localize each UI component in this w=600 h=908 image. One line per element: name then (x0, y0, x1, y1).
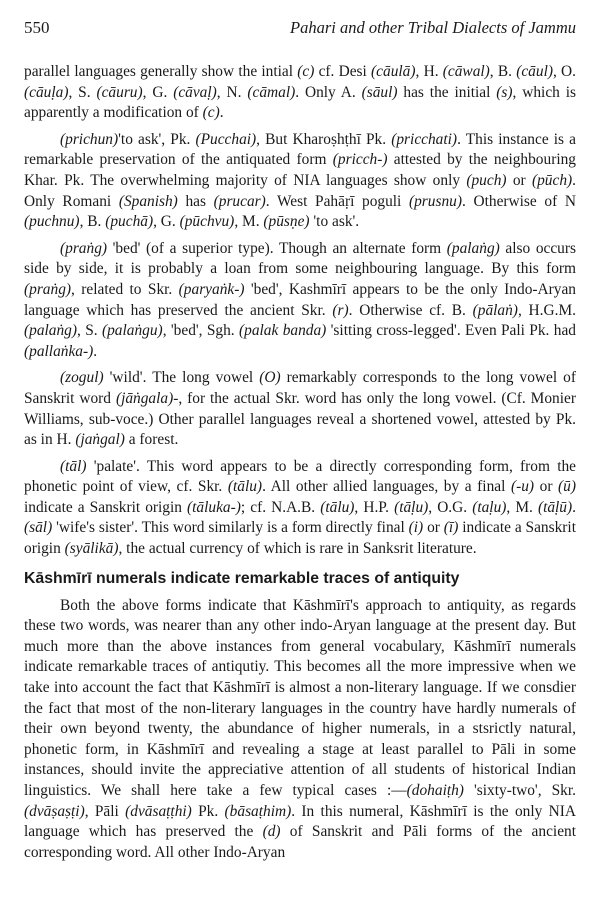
italic-term: (-u) (510, 478, 535, 496)
italic-term: (praṅg) (60, 239, 108, 257)
text-run: attested by the neighbouring Khar. Pk. The overwhelming majority of NIA languages show only (24, 151, 576, 189)
section-heading: Kāshmīrī numerals indicate remarkable traces of antiquity (24, 569, 460, 587)
text-run: 'bed' (of a superior type). Though an alternate form (107, 239, 447, 257)
italic-term: (syālikā) (64, 540, 119, 558)
italic-term: (zogul) (60, 369, 104, 387)
text-run: 'to ask'. (309, 213, 360, 231)
text-run: a forest. (124, 431, 179, 449)
italic-term: (pricch-) (332, 151, 388, 169)
italic-term: (s) (496, 83, 513, 101)
text-run: 'palate'. This word appears to be a directly corresponding form, from the phonetic point of view, cf. Skr. (24, 457, 576, 496)
italic-term: (i) (408, 519, 424, 537)
italic-term: (tāḷu) (394, 498, 429, 516)
italic-term: (prichun) (60, 130, 119, 148)
text-run: . Only Romani (24, 171, 576, 210)
text-run: , 'bed', Sgh. (162, 322, 240, 340)
text-run: . Otherwise cf. B. (348, 301, 473, 319)
text-run: , H.P. (354, 498, 395, 516)
running-title: Pahari and other Tribal Dialects of Jammu (290, 18, 576, 37)
text-run: . In this numeral, Kāshmīrī is the only NIA language which has preserved the (24, 802, 576, 841)
italic-term: (tālu) (320, 498, 355, 516)
text-run: Pk. (191, 802, 225, 820)
text-run: , H. (415, 63, 443, 80)
page-body (24, 62, 576, 863)
italic-term: (puch) (466, 171, 507, 189)
text-run: indicate a Sanskrit origin (24, 498, 188, 516)
text-run: also occurs side by side, it is probably a loan from some neighbouring language. By this form (24, 239, 576, 278)
italic-term: (jaṅgal) (75, 431, 125, 449)
italic-term: (praṅg) (24, 280, 72, 298)
italic-term: (cāulā) (371, 63, 416, 80)
text-run: , But Kharoṣhṭhī Pk. (256, 130, 392, 148)
text-run: or (534, 478, 559, 496)
italic-term: (bāsaṭhim) (224, 802, 292, 820)
text-run: . (219, 104, 224, 122)
text-run: cf. Desi (314, 63, 372, 80)
italic-term: (palak banda) (239, 322, 327, 340)
italic-term: (taḷu) (472, 498, 507, 516)
text-run: 'sitting cross-legged'. Even Pali Pk. had (326, 322, 576, 340)
text-run: , S. (77, 322, 102, 340)
italic-term: (tālu) (227, 478, 263, 496)
paragraph-prang (24, 239, 576, 363)
italic-term: (prusnu) (408, 192, 462, 210)
text-run: 'bed', Kashmīrī appears to be the only Indo-Aryan language which has preserved the ancient Skr. (24, 280, 576, 319)
text-run: 'wild'. The long vowel (103, 369, 260, 387)
italic-term: (d) (262, 823, 281, 841)
text-run: , B. (489, 63, 517, 80)
text-run: . Only A. (295, 83, 362, 101)
italic-term: (Pucchai) (195, 130, 257, 148)
text-run: has the initial (397, 83, 497, 101)
italic-term: (dvāsaṭṭhi) (125, 802, 192, 820)
text-run: of Sanskrit and Pāli forms of the ancient corresponding word. All other Indo-Aryan (24, 823, 576, 861)
text-run: , M. (234, 213, 264, 231)
text-run: , O.G. (428, 498, 473, 516)
text-run: or (506, 171, 532, 189)
text-run: , related to Skr. (71, 280, 179, 298)
text-run: , G. (142, 83, 174, 101)
italic-term: (palaṅgu) (101, 322, 163, 340)
italic-term: (puchnu) (24, 213, 80, 231)
text-run: . West Pahāṛī poguli (265, 192, 409, 210)
italic-term: (pālaṅ) (472, 301, 518, 319)
text-run: , the actual currency of which is rare in Sanksrit literature. (118, 540, 477, 558)
italic-term: (dvāṣaṣṭi) (24, 802, 85, 820)
italic-term: (cāul) (516, 63, 553, 80)
paragraph-zogul (24, 368, 576, 450)
italic-term: (palaṅg) (24, 322, 78, 340)
italic-term: (puchā) (105, 213, 154, 231)
italic-term: (O) (259, 369, 281, 387)
italic-term: (pricchati) (391, 130, 458, 148)
text-run: . Otherwise of N (462, 192, 576, 210)
text-run: has (177, 192, 214, 210)
paragraph-numerals (24, 596, 576, 864)
page-number: 550 (24, 18, 50, 37)
italic-term: (cāvaḷ) (173, 83, 217, 101)
italic-term: (sāul) (361, 83, 398, 101)
text-run: , Pāli (84, 802, 126, 820)
italic-term: (jāṅgala)- (115, 389, 179, 407)
text-run: , N. (216, 83, 248, 101)
italic-term: (pūsṇe) (263, 213, 310, 231)
text-run: , H.G.M. (517, 301, 576, 319)
text-run: remarkably corresponds to the long vowel of Sanskrit word (24, 369, 576, 407)
italic-term: (Spanish) (118, 192, 178, 210)
text-run: , O. (552, 63, 577, 80)
italic-term: (c) (202, 104, 220, 122)
italic-term: (cāwal) (442, 63, 490, 80)
italic-term: (prucar) (213, 192, 266, 210)
text-run: Both the above forms indicate that Kāshmīrī's approach to antiquity, as regards these two words, was nearer than any other indo-Aryan language at the present day. But much more than the above instances from general vocabulary, Kāshmīrī numerals indicate remarkable traces of antiqutiy. This becomes all the more impressive when we take into account the fact that Kāshmīrī is almost a non-literary language. If we consdier the fact that most of the non-literary languages in the country have hardly numerals of their own beyond twenty, the abundance of higher numerals, in a stsrictly natural, phonetic form, in Kāshmīrī and revealing a stage at least parallel to Pāli in some instances, should invite the appreciative attention of all students of historical Indian linguistics. We shall here take a few typical cases :— (24, 596, 576, 799)
italic-term: (sāl) (24, 519, 53, 537)
text-run: , which is apparently a modification of (24, 83, 576, 122)
paragraph-rice-forms (24, 62, 576, 124)
italic-term: (tāluka-) (187, 498, 241, 516)
italic-term: (cāuru) (96, 83, 143, 101)
italic-term: (pūch) (531, 171, 573, 189)
text-run: . This instance is a remarkable preservation of the antiquated form (24, 130, 576, 169)
italic-term: (dohaiṭh) (406, 782, 464, 799)
italic-term: (pallaṅka-) (24, 342, 94, 360)
text-run: . All other allied languages, by a final (262, 478, 511, 496)
text-run: , B. (79, 213, 106, 231)
text-run: ; cf. N.A.B. (240, 498, 321, 516)
italic-term: (ī) (443, 519, 459, 537)
text-run: 'to ask', Pk. (118, 130, 196, 148)
text-run: or (423, 519, 444, 537)
text-run: 'sixty-two', Skr. (463, 782, 576, 799)
text-run: . (93, 342, 98, 360)
italic-term: (pūchvu) (179, 213, 235, 231)
text-run: , S. (68, 83, 97, 101)
text-run: indicate a Sanskrit origin (24, 519, 576, 558)
text-run: parallel languages generally show the intial (24, 63, 298, 80)
italic-term: (ū) (558, 478, 576, 496)
italic-term: (palaṅg) (446, 239, 500, 257)
italic-term: (r) (332, 301, 349, 319)
paragraph-tal (24, 457, 576, 560)
running-head (24, 18, 576, 46)
text-run: , G. (153, 213, 180, 231)
text-run: . (572, 498, 576, 516)
text-run: , for the actual Skr. word has only the long vowel. (Cf. Monier Williams, sub-voce.) Other parallel languages reveal a shortened vowel, attested by Pk. as in H. (24, 389, 576, 449)
italic-term: (cāuḷa) (24, 83, 69, 101)
italic-term: (tāḷū) (537, 498, 573, 516)
italic-term: (paryaṅk-) (178, 280, 245, 298)
italic-term: (c) (297, 63, 315, 80)
paragraph-prichun (24, 130, 576, 233)
text-run: 'wife's sister'. This word similarly is a form directly final (52, 519, 409, 537)
text-run: , M. (506, 498, 538, 516)
italic-term: (tāl) (60, 457, 87, 475)
italic-term: (cāmal) (247, 83, 296, 101)
